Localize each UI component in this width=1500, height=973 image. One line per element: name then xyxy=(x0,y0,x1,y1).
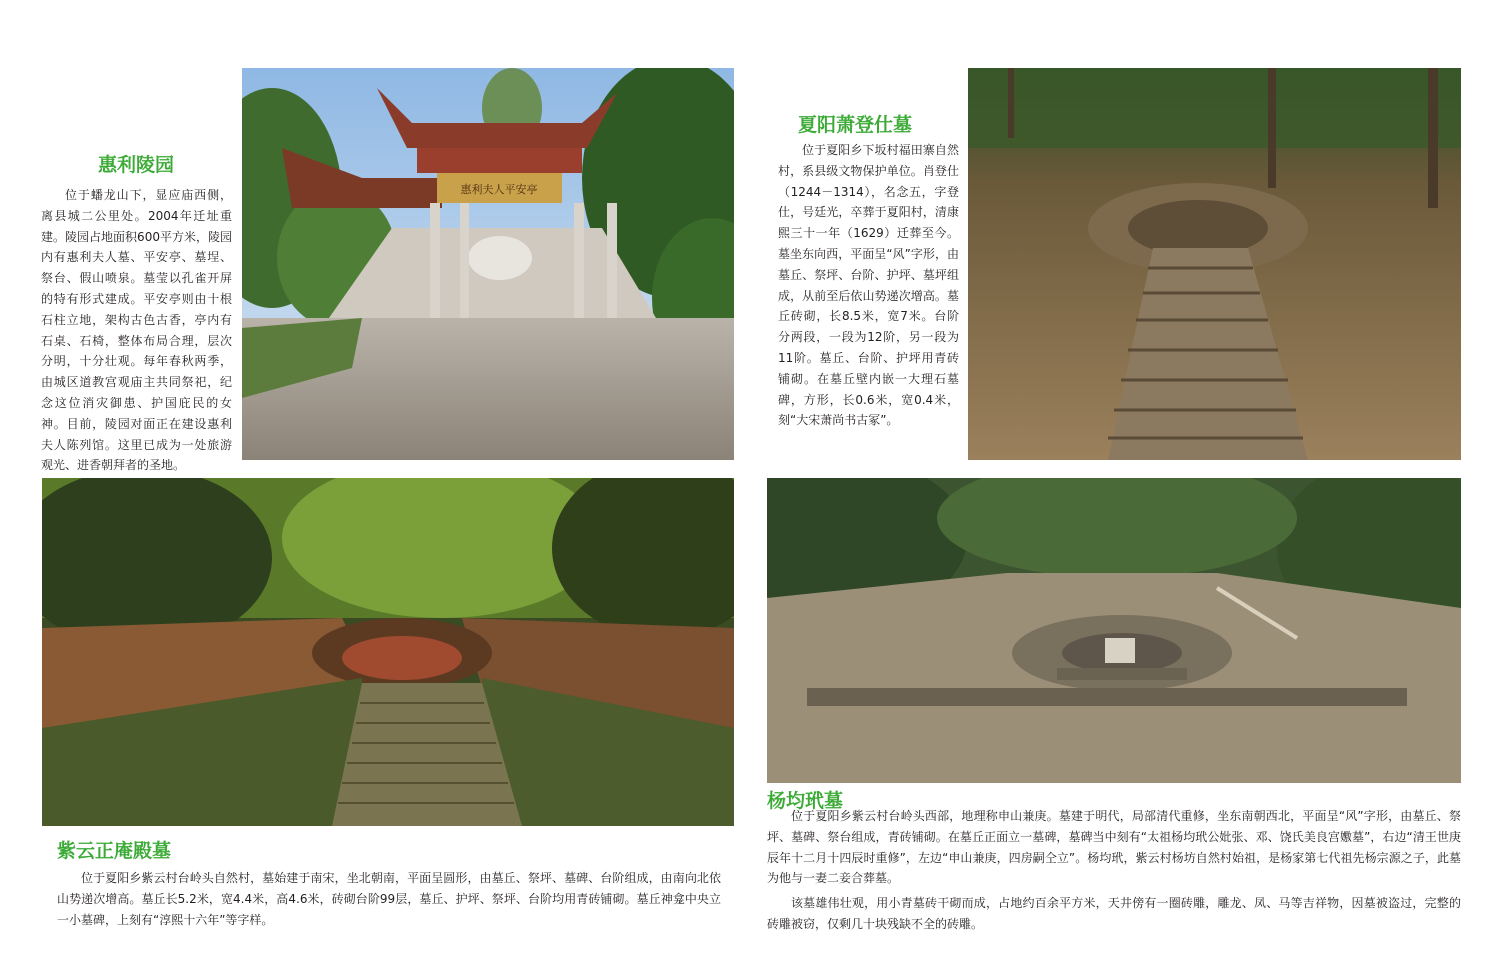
yang-title: 杨均玳墓 xyxy=(767,790,844,812)
huili-pavilion-photo xyxy=(242,68,734,460)
yang-paragraph-1: 位于夏阳乡紫云村台岭头西部，地理称申山兼庚。墓建于明代，局部清代重修，坐东南朝西北，平面呈“风”字形，由墓丘、祭坪、墓碑、祭台组成，青砖铺砌。在墓丘正面立一墓碑，墓碑当中刻有“太祖杨均玳公妣张、邓、饶氏美良宫嫐墓”，右边“清王世庚辰年十二月十四辰时重修”，左边“申山兼庚，四房嗣仝立”。杨均玳，紫云村杨坊自然村始祖，是杨家第七代祖先杨宗源之子，此墓为他与一妻二妾合葬墓。 xyxy=(767,809,1461,886)
ziyun-tomb-photo xyxy=(42,478,734,826)
yang-tomb-photo xyxy=(767,478,1461,783)
yang-paragraph-2: 该墓雄伟壮观，用小青墓砖干砌而成，占地约百余平方米，天井傍有一圈砖雕，雕龙、凤、马等吉祥物，因墓被盗过，完整的砖雕被窃，仅剩几十块残缺不全的砖雕。 xyxy=(767,896,1461,931)
ziyun-title: 紫云正庵殿墓 xyxy=(57,840,172,862)
xiao-title: 夏阳萧登仕墓 xyxy=(798,114,913,136)
xiao-paragraph: 位于夏阳乡下坂村福田寨自然村，系县级文物保护单位。肖登仕（1244－1314），名念五，字登仕，号廷光，卒葬于夏阳村，清康熙三十一年（1629）迁葬至今。墓坐东向西，平面呈“风”字形，由墓丘、祭坪、台阶、护坪、墓坪组成，从前至后依山势递次增高。墓丘砖砌，长8.5米，宽7米。台阶分两段，一段为12阶，另一段为11阶。墓丘、台阶、护坪用青砖铺砌。在墓丘壁内嵌一大理石墓碑，方形，长0.6米，宽0.4米，刻“大宋萧尚书古冢”。 xyxy=(778,143,959,428)
ziyun-paragraph: 位于夏阳乡紫云村台岭头自然村，墓始建于南宋，坐北朝南，平面呈圆形，由墓丘、祭坪、墓碑、台阶组成，由南向北依山势递次增高。墓丘长5.2米，宽4.4米，高4.6米，砖砌台阶99层，墓丘、护坪、祭坪、台阶均用青砖铺砌。墓丘神龛中央立一小墓碑，上刻有“淳熙十六年”等字样。 xyxy=(57,871,721,927)
huili-paragraph: 位于蟠龙山下，显应庙西侧，离县城二公里处。2004年迁址重建。陵园占地面积600平方米，陵园内有惠利夫人墓、平安亭、墓埕、祭台、假山喷泉。墓莹以孔雀开屏的特有形式建成。平安亭则由十根石柱立地，架构古色古香，亭内有石桌、石椅，整体布局合理，层次分明，十分壮观。每年春秋两季，由城区道教宫观庙主共同祭祀，纪念这位消灾御患、护国庇民的女神。目前，陵园对面正在建设惠利夫人陈列馆。这里已成为一处旅游观光、进香朝拜者的圣地。 xyxy=(41,188,232,473)
huili-title: 惠利陵园 xyxy=(98,154,175,176)
pavilion-sign-text: 惠利夫人平安亭 xyxy=(460,183,538,196)
xiao-tomb-photo xyxy=(968,68,1461,460)
